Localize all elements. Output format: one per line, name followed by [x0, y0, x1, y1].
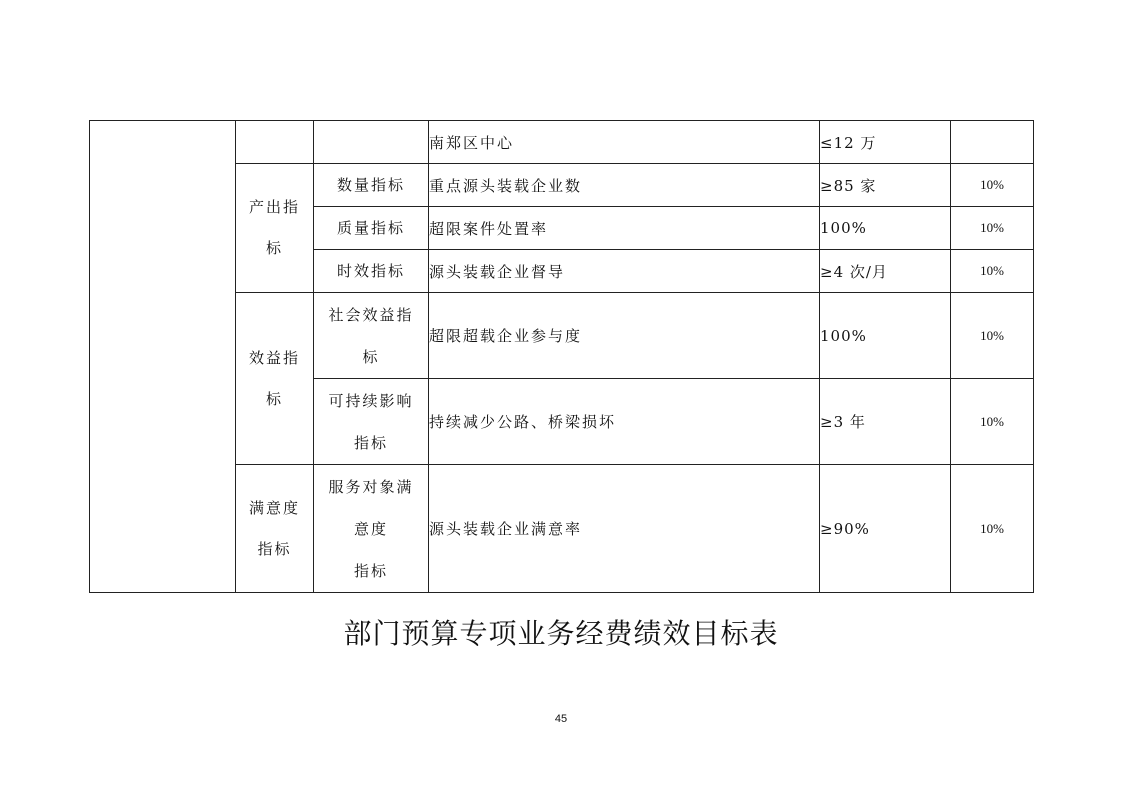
- page-title: 部门预算专项业务经费绩效目标表: [343, 617, 779, 650]
- indicator-target: ≥4 次/月: [820, 250, 951, 293]
- level2-indicator: 数量指标: [314, 164, 429, 207]
- indicator-weight: 10%: [951, 379, 1034, 465]
- page-number: 45: [554, 713, 568, 725]
- performance-indicator-table: [89, 120, 1034, 593]
- indicator-name: 超限超载企业参与度: [429, 293, 820, 379]
- level1-indicator: 效益指 标: [236, 293, 314, 465]
- level2-indicator: 服务对象满 意度 指标: [314, 465, 429, 593]
- indicator-weight: [951, 121, 1034, 164]
- indicator-name: 持续减少公路、桥梁损坏: [429, 379, 820, 465]
- level2-indicator: 时效指标: [314, 250, 429, 293]
- level2-indicator: 质量指标: [314, 207, 429, 250]
- indicator-target: ≥3 年: [820, 379, 951, 465]
- level1-indicator: 满意度 指标: [236, 465, 314, 593]
- indicator-target: 100%: [820, 207, 951, 250]
- level2-indicator: 社会效益指 标: [314, 293, 429, 379]
- blank-cell: [314, 121, 429, 164]
- table-row: [90, 121, 1034, 164]
- indicator-name: 南郑区中心: [429, 121, 820, 164]
- blank-cell: [236, 121, 314, 164]
- indicator-weight: 10%: [951, 207, 1034, 250]
- indicator-target: 100%: [820, 293, 951, 379]
- indicator-name: 超限案件处置率: [429, 207, 820, 250]
- indicator-weight: 10%: [951, 465, 1034, 593]
- indicator-name: 源头装载企业满意率: [429, 465, 820, 593]
- indicator-target: ≤12 万: [820, 121, 951, 164]
- level1-indicator: 产出指 标: [236, 164, 314, 293]
- indicator-name: 重点源头装载企业数: [429, 164, 820, 207]
- indicator-target: ≥90%: [820, 465, 951, 593]
- indicator-name: 源头装载企业督导: [429, 250, 820, 293]
- indicator-target: ≥85 家: [820, 164, 951, 207]
- blank-cell: [90, 121, 236, 593]
- indicator-weight: 10%: [951, 293, 1034, 379]
- indicator-weight: 10%: [951, 164, 1034, 207]
- level2-indicator: 可持续影响 指标: [314, 379, 429, 465]
- indicator-weight: 10%: [951, 250, 1034, 293]
